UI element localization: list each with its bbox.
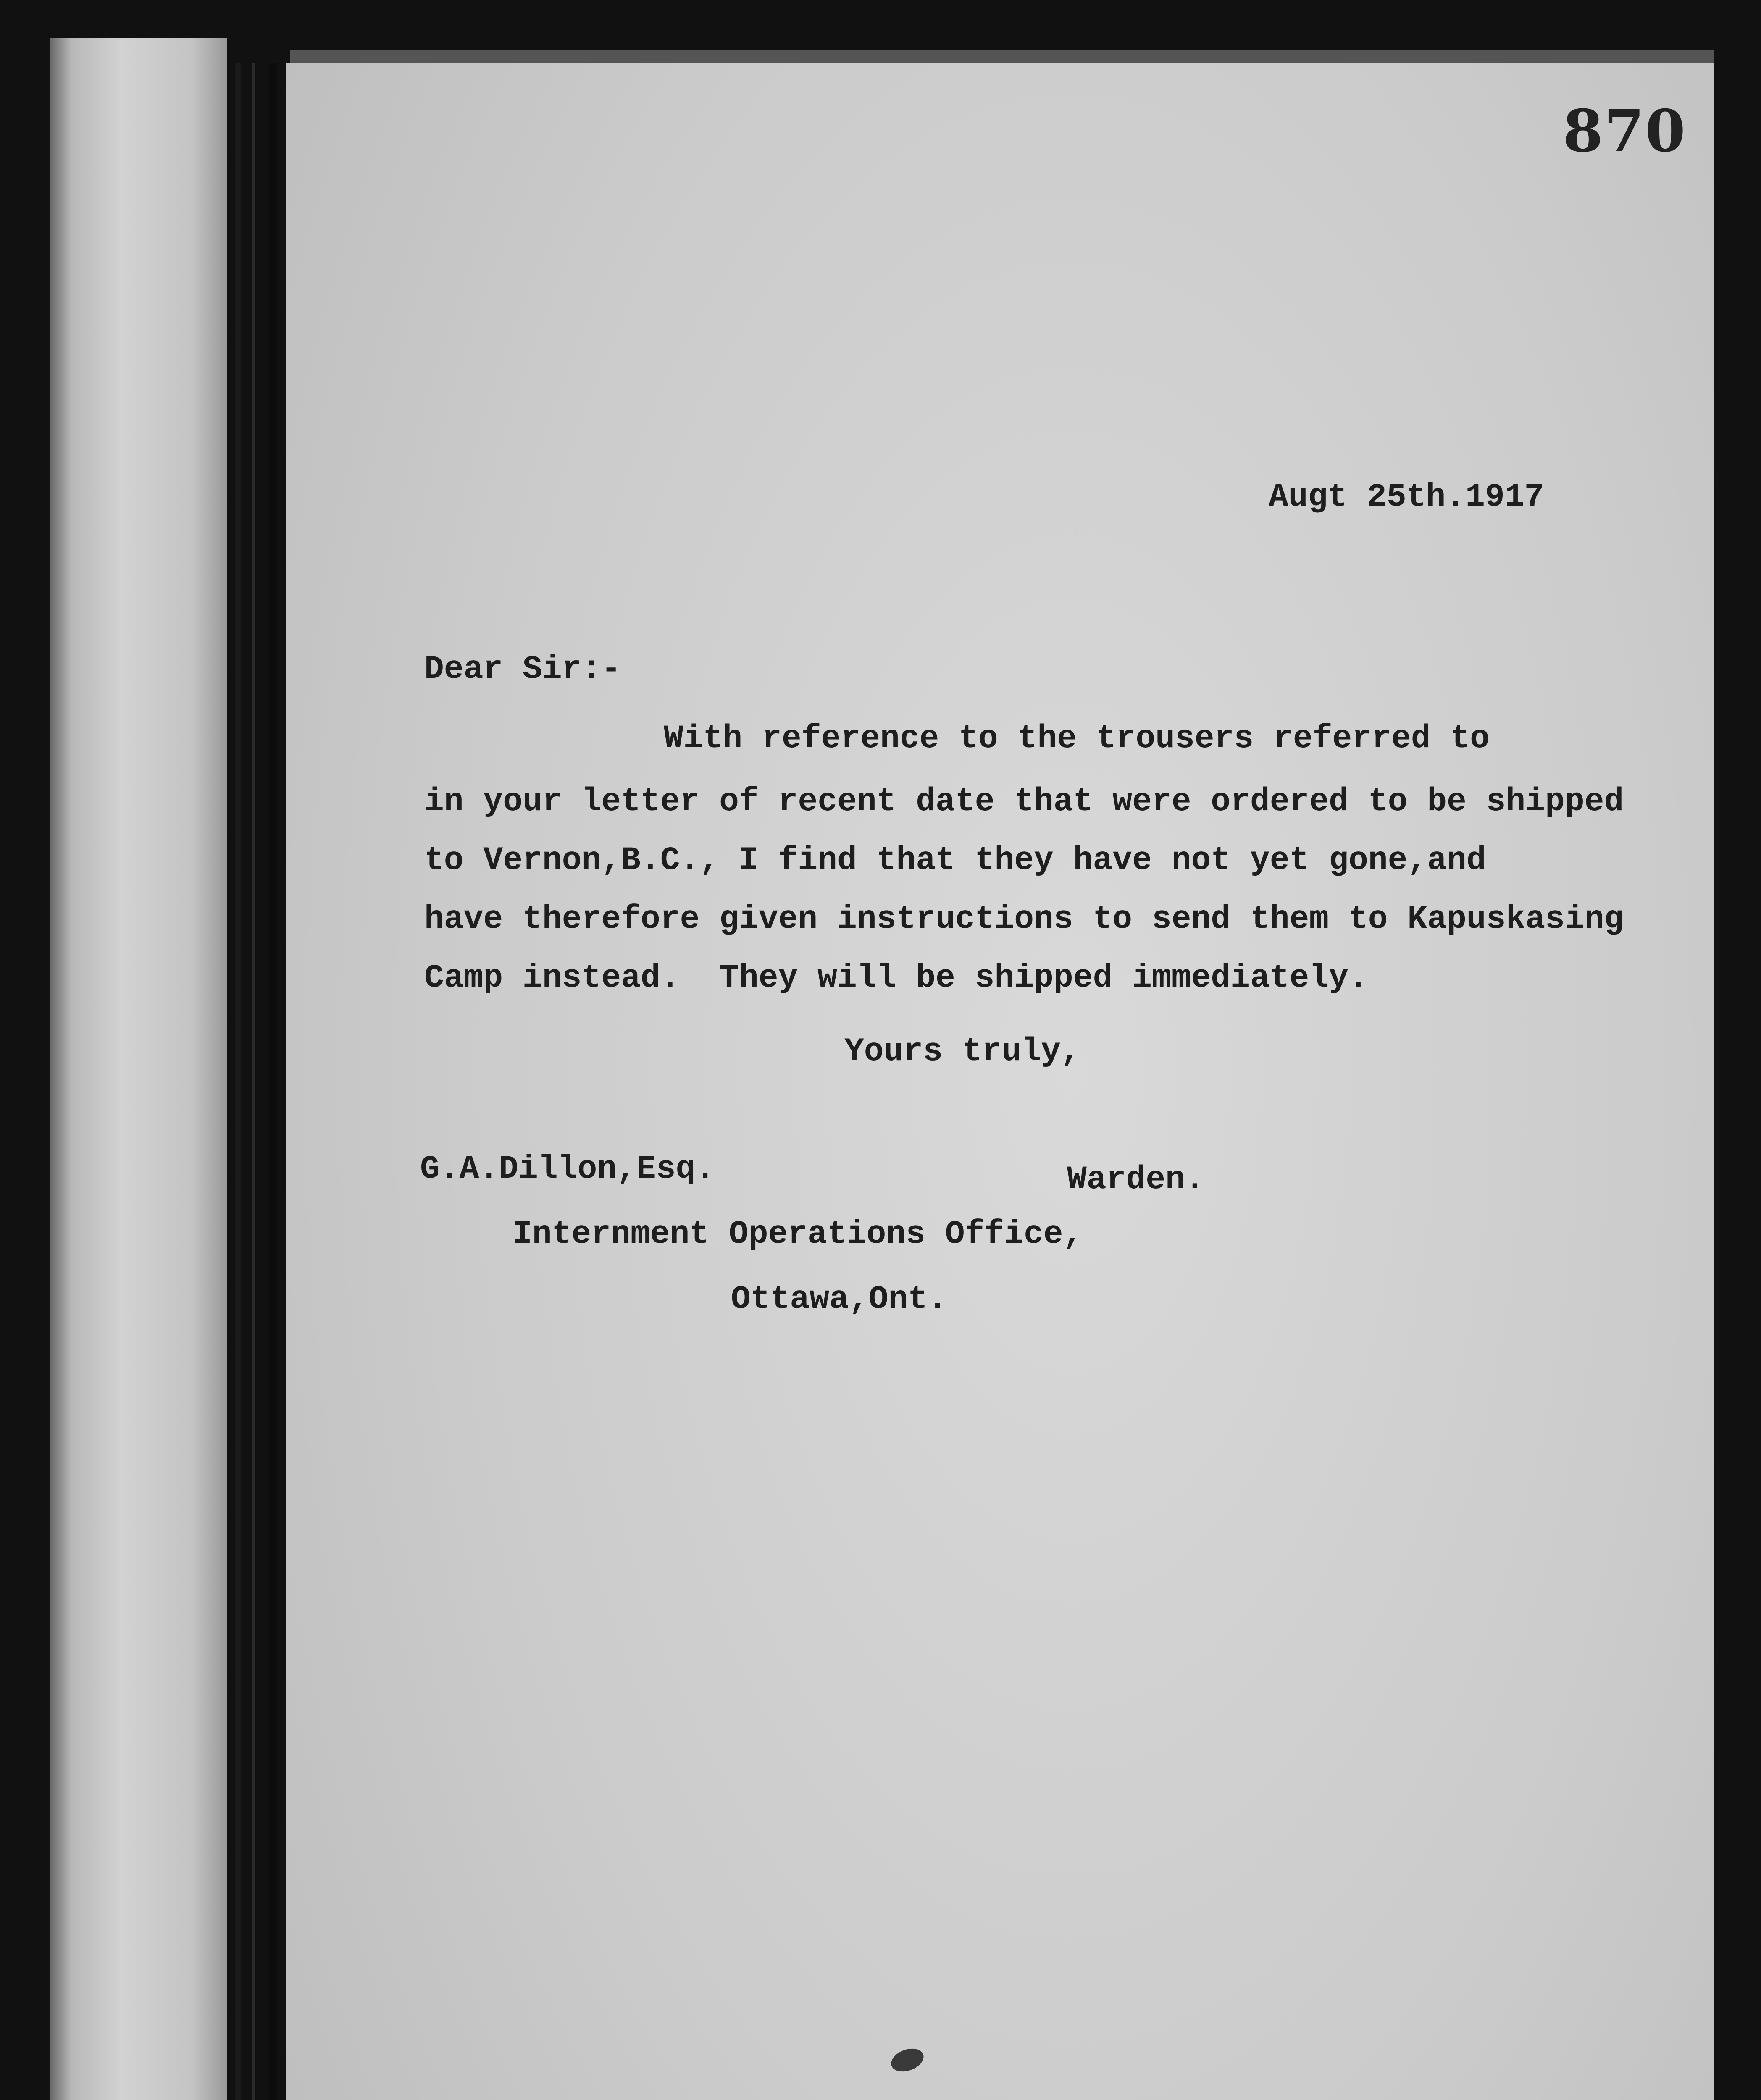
letter-page: [286, 63, 1714, 2100]
body-line: to Vernon,B.C., I find that they have not yet gone,and: [424, 842, 1486, 879]
addressee-office: Internment Operations Office,: [513, 1216, 1083, 1253]
addressee-name: G.A.Dillon,Esq.: [420, 1151, 715, 1188]
spine-shadow-line: [235, 63, 241, 2100]
folder-spine: [50, 38, 227, 2100]
salutation: Dear Sir:-: [424, 651, 621, 688]
signer-title: Warden.: [1067, 1161, 1205, 1198]
body-line: With reference to the trousers referred to: [664, 720, 1490, 757]
spine-shadow-line: [269, 63, 277, 2100]
spine-shadow-line: [252, 63, 255, 2100]
body-line: have therefore given instructions to send them to Kapuskasing: [424, 901, 1624, 938]
page-number: 870: [1563, 97, 1687, 165]
addressee-city: Ottawa,Ont.: [731, 1281, 947, 1318]
body-line: in your letter of recent date that were ordered to be shipped: [424, 783, 1624, 820]
letter-date: Augt 25th.1917: [1269, 479, 1544, 516]
closing: Yours truly,: [844, 1033, 1080, 1070]
body-line: Camp instead. They will be shipped immediately.: [424, 960, 1368, 997]
